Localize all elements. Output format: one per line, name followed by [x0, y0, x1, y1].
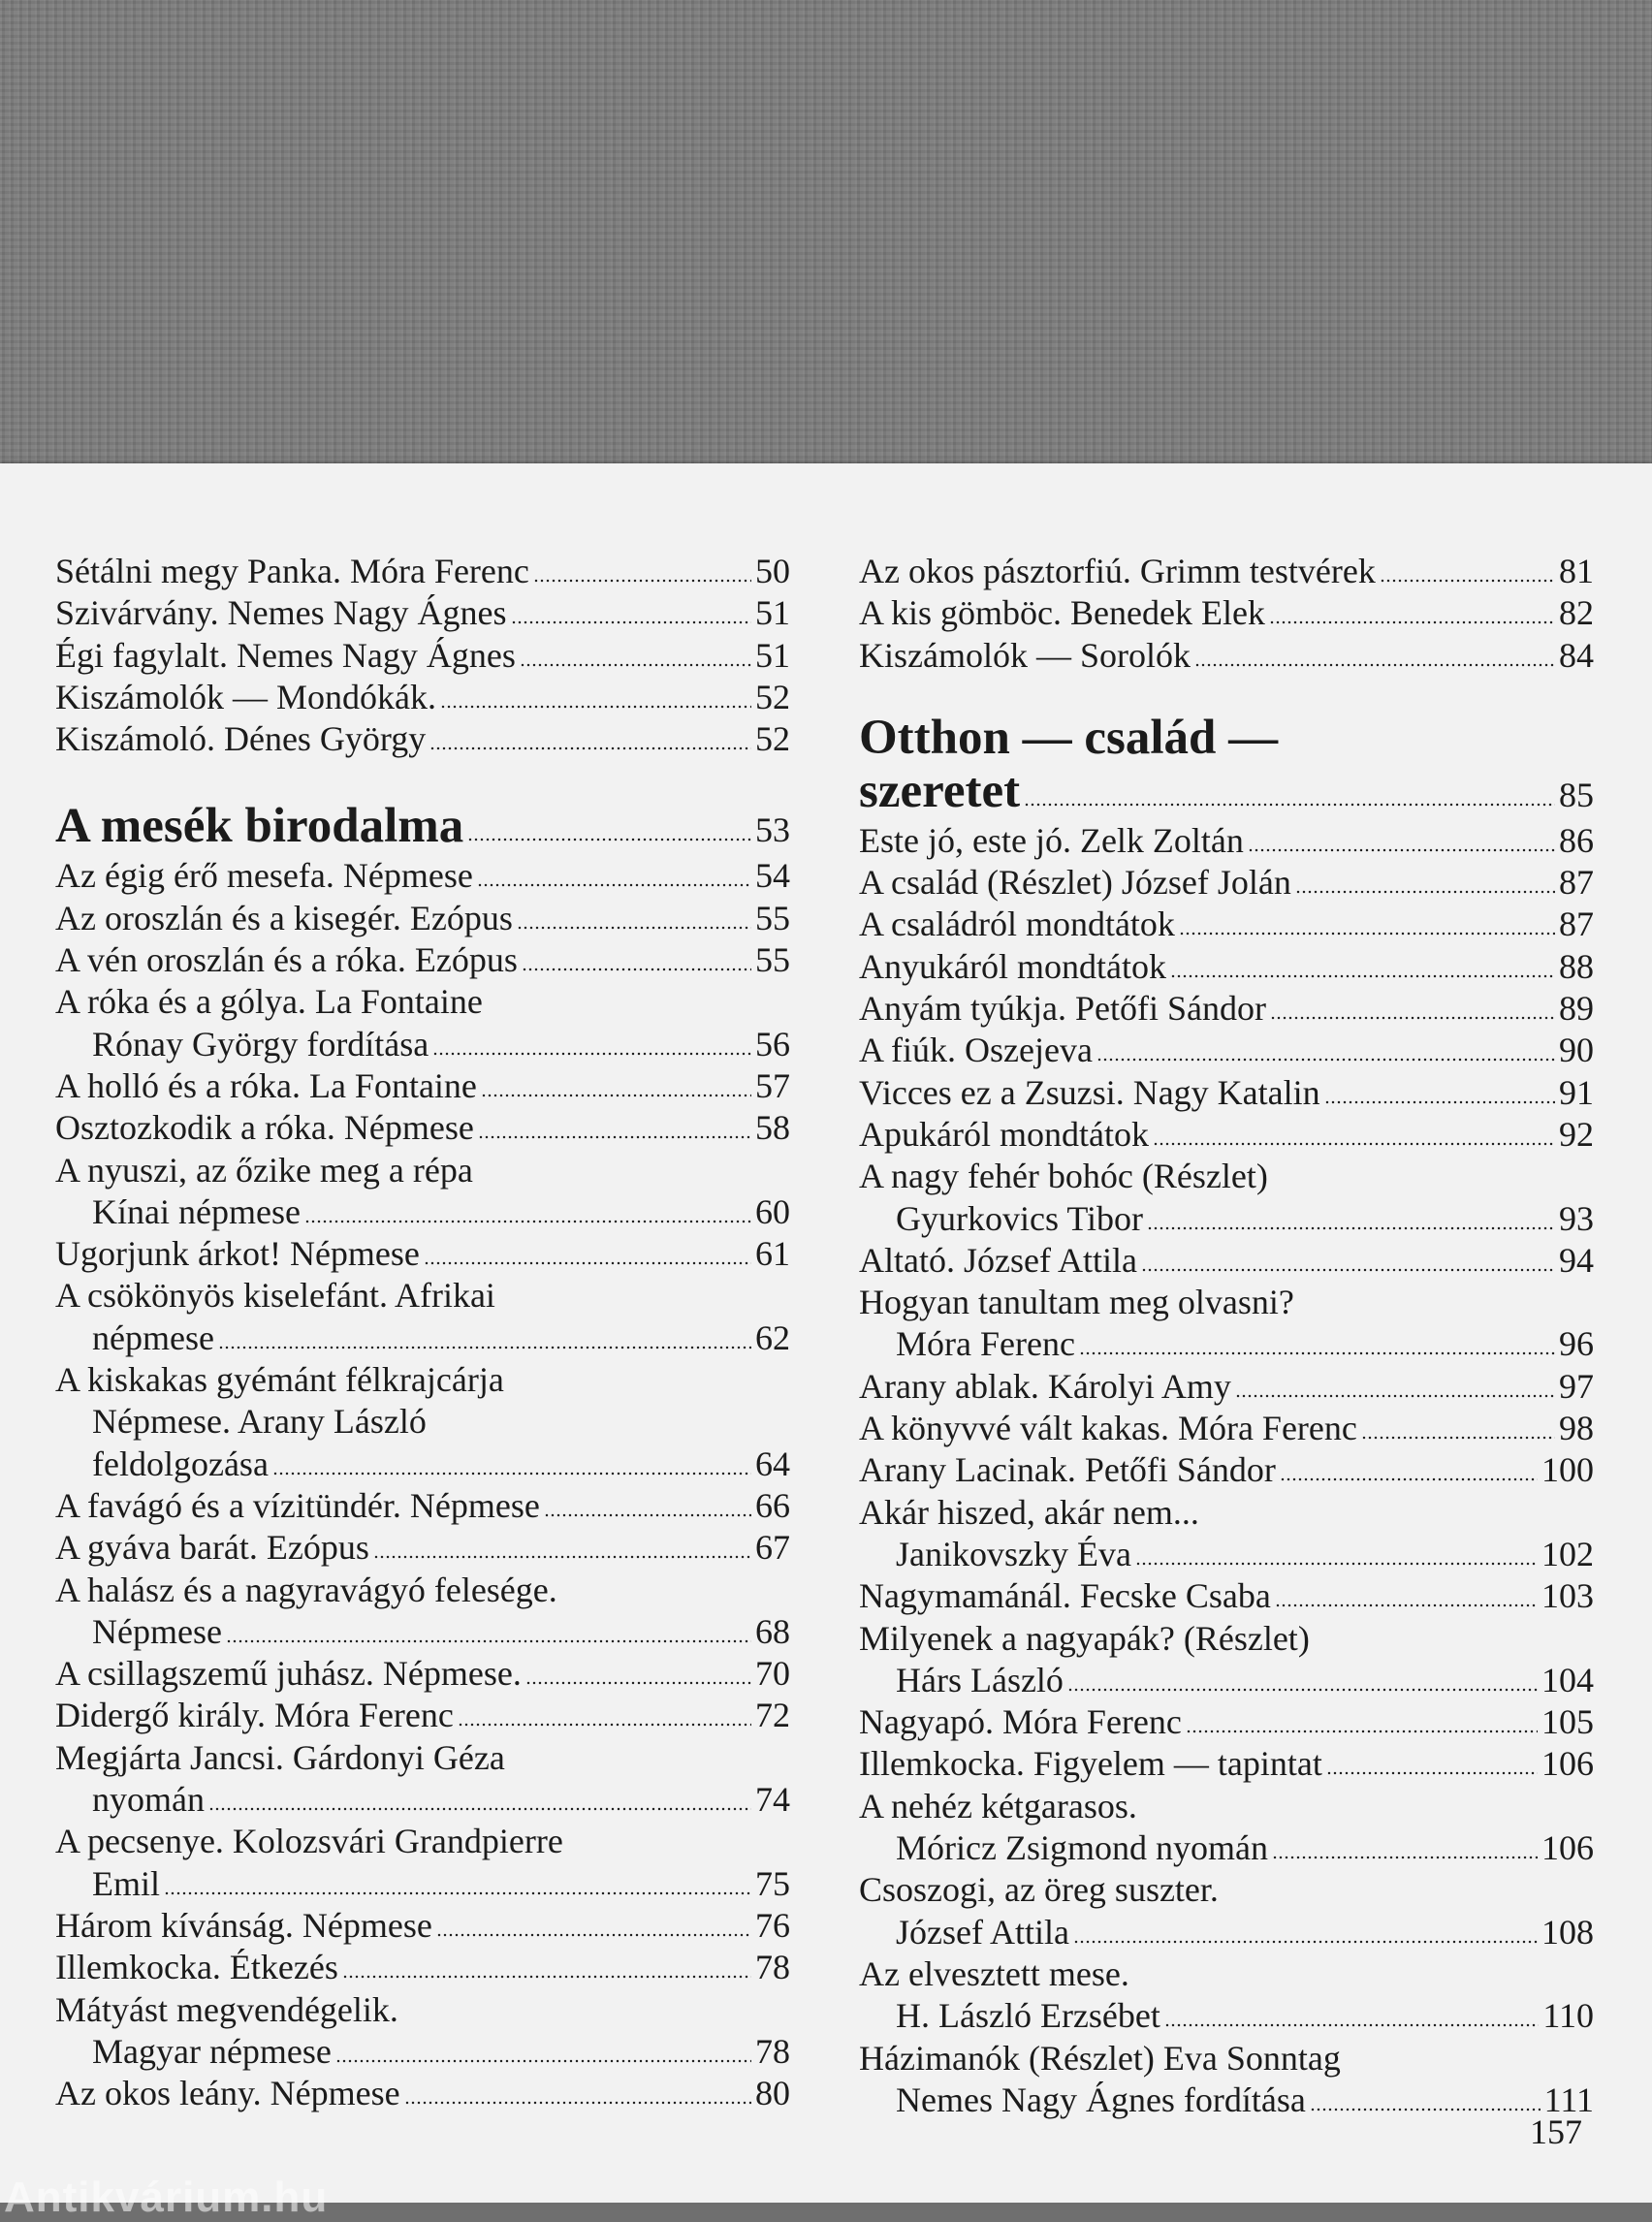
toc-entry-page: 102	[1541, 1534, 1594, 1573]
toc-entry-page: 84	[1559, 635, 1594, 675]
toc-entry-title: Házimanók (Részlet) Eva Sonntag	[859, 2038, 1341, 2078]
dot-leader	[1164, 2023, 1539, 2027]
dot-leader	[511, 620, 751, 624]
toc-entry-title: Mátyást megvendégelik.	[55, 1989, 398, 2029]
toc-entry-title: Ugorjunk árkot! Népmese	[55, 1234, 420, 1274]
toc-entry-title: Három kívánság. Népmese	[55, 1905, 432, 1945]
toc-entry	[55, 1359, 790, 1401]
toc-entry-page: 94	[1559, 1240, 1594, 1280]
dot-leader	[1272, 1856, 1538, 1859]
toc-entry-title: Nagyapó. Móra Ferenc	[859, 1702, 1182, 1742]
toc-entry-page: 50	[755, 552, 790, 590]
toc-entry-title: A vén oroszlán és a róka. Ezópus	[55, 940, 518, 980]
toc-entry-page: 67	[755, 1528, 790, 1568]
toc-entry-title: H. László Erzsébet	[896, 1996, 1160, 2036]
toc-entry-title: Illemkocka. Étkezés	[55, 1948, 338, 1987]
toc-entry-page: 61	[755, 1234, 790, 1274]
toc-entry	[55, 1401, 790, 1443]
dot-leader	[1135, 1562, 1538, 1566]
dot-leader	[218, 1346, 751, 1349]
toc-entry-page: 97	[1559, 1366, 1594, 1406]
toc-entry-title: A pecsenye. Kolozsvári Grandpierre	[55, 1822, 563, 1861]
toc-entry	[55, 1989, 790, 2031]
toc-entry	[55, 1653, 790, 1695]
dot-leader	[1269, 620, 1555, 624]
toc-entry-page: 78	[755, 2031, 790, 2071]
toc-entry-page: 68	[755, 1611, 790, 1651]
toc-entry-page: 78	[755, 1948, 790, 1987]
toc-entry-title: A csillagszemű juhász. Népmese.	[55, 1654, 522, 1694]
toc-entry-title: A csökönyös kiselefánt. Afrikai	[55, 1276, 495, 1316]
toc-entry-title: A család (Részlet) József Jolán	[859, 863, 1291, 903]
dot-leader	[342, 1975, 751, 1979]
toc-entry-title: Akár hiszed, akár nem...	[859, 1492, 1199, 1532]
toc-entry-page: 52	[755, 719, 790, 759]
toc-entry-title: Anyám tyúkja. Petőfi Sándor	[859, 989, 1266, 1029]
toc-entry-title: Este jó, este jó. Zelk Zoltán	[859, 820, 1244, 860]
toc-entry-page: 110	[1542, 1996, 1594, 2036]
toc-entry	[859, 1198, 1594, 1240]
toc-entry-title: Emil	[92, 1863, 160, 1903]
toc-entry-page: 51	[755, 593, 790, 633]
toc-entry-title: Nagymamánál. Fecske Csaba	[859, 1576, 1271, 1616]
dot-leader	[164, 1891, 751, 1895]
toc-entry	[859, 1743, 1594, 1785]
dot-leader	[373, 1555, 751, 1559]
toc-entry-page: 53	[755, 810, 790, 850]
toc-entry	[859, 862, 1594, 904]
toc-entry-title: feldolgozása	[92, 1444, 269, 1483]
toc-entry-page: 100	[1541, 1450, 1594, 1490]
dot-leader	[1326, 1771, 1538, 1775]
toc-entry	[55, 1527, 790, 1569]
toc-entry-title: Az égig érő mesefa. Népmese	[55, 856, 473, 896]
toc-entry-title: Arany ablak. Károlyi Amy	[859, 1366, 1231, 1406]
toc-entry-page: 76	[755, 1905, 790, 1945]
toc-entry	[859, 635, 1594, 677]
dot-leader	[1170, 974, 1555, 978]
toc-entry-title: Móra Ferenc	[896, 1324, 1075, 1364]
dot-leader	[520, 663, 751, 667]
toc-entry-title: Arany Lacinak. Petőfi Sándor	[859, 1450, 1276, 1490]
toc-entry-title: A halász és a nagyravágyó felesége.	[55, 1570, 557, 1609]
toc-entry	[859, 1282, 1594, 1323]
toc-entry	[859, 1156, 1594, 1197]
toc-entry	[859, 1449, 1594, 1491]
toc-entry	[55, 1444, 790, 1485]
toc-entry	[55, 1485, 790, 1527]
toc-entry	[859, 988, 1594, 1030]
toc-entry-title: Apukáról mondtátok	[859, 1114, 1149, 1154]
toc-entry-title: Didergő király. Móra Ferenc	[55, 1696, 454, 1735]
toc-entry	[55, 2031, 790, 2073]
toc-entry	[55, 1233, 790, 1275]
dot-leader	[1067, 1688, 1538, 1692]
toc-entry-page: 80	[755, 2074, 790, 2113]
toc-entry-title: Égi fagylalt. Nemes Nagy Ágnes	[55, 635, 516, 675]
toc-entry-page: 98	[1559, 1409, 1594, 1448]
toc-entry	[55, 1611, 790, 1653]
toc-entry	[55, 939, 790, 981]
toc-entry-title: Hogyan tanultam meg olvasni?	[859, 1283, 1294, 1322]
toc-entry	[859, 1492, 1594, 1534]
toc-entry-title: A mesék birodalma	[55, 799, 464, 854]
toc-entry-title: Kiszámolók — Mondókák.	[55, 677, 436, 716]
toc-entry-title: Kínai népmese	[92, 1191, 301, 1231]
toc-entry-page: 55	[755, 940, 790, 980]
dot-leader	[1270, 1016, 1555, 1020]
toc-entry-title: A kiskakas gyémánt félkrajcárja	[55, 1360, 504, 1400]
toc-entry	[859, 2079, 1594, 2121]
dot-leader	[424, 1261, 751, 1265]
dot-leader	[1194, 663, 1555, 667]
dot-leader	[522, 968, 751, 971]
toc-entry-title: A nagy fehér bohóc (Részlet)	[859, 1157, 1268, 1196]
dot-leader	[1295, 890, 1555, 894]
toc-entry	[859, 2038, 1594, 2079]
toc-entry-page: 91	[1559, 1072, 1594, 1112]
dot-leader	[1361, 1436, 1555, 1440]
toc-entry-page: 103	[1541, 1576, 1594, 1616]
toc-entry-page: 106	[1541, 1744, 1594, 1784]
dot-leader	[1141, 1268, 1555, 1272]
toc-entry-page: 57	[755, 1065, 790, 1105]
toc-entry	[859, 820, 1594, 862]
toc-entry	[55, 718, 790, 760]
toc-entry-title: A holló és a róka. La Fontaine	[55, 1065, 477, 1105]
toc-entry	[55, 1150, 790, 1191]
watermark-text: Antikvárium.hu	[4, 2174, 329, 2221]
dot-leader	[533, 579, 751, 583]
dot-leader	[304, 1220, 751, 1223]
toc-entry-page: 60	[755, 1191, 790, 1231]
toc-entry-page: 96	[1559, 1324, 1594, 1364]
toc-entry	[55, 635, 790, 677]
toc-entry-page: 66	[755, 1485, 790, 1525]
page-number: 157	[1530, 2112, 1582, 2151]
toc-entry-title: népmese	[92, 1317, 214, 1357]
toc-entry-page: 106	[1541, 1828, 1594, 1868]
toc-entry-page: 70	[755, 1654, 790, 1694]
dot-leader	[1079, 1351, 1555, 1355]
toc-entry-page: 64	[755, 1444, 790, 1483]
toc-entry-title: Osztozkodik a róka. Népmese	[55, 1108, 474, 1148]
toc-entry	[859, 1618, 1594, 1660]
dot-leader	[1073, 1940, 1538, 1944]
toc-entry-title: Az elvesztett mese.	[859, 1953, 1129, 1993]
dot-leader	[1380, 579, 1555, 583]
dot-leader	[432, 1052, 751, 1056]
toc-entry	[55, 1821, 790, 1862]
dot-leader	[477, 883, 751, 887]
toc-entry-title: Szivárvány. Nemes Nagy Ágnes	[55, 593, 507, 633]
section-heading: Otthon — család —	[859, 710, 1279, 765]
dot-leader	[1096, 1058, 1555, 1062]
toc-entry-title: szeretet	[859, 763, 1021, 818]
toc-entry	[55, 1863, 790, 1905]
toc-entry-page: 92	[1559, 1114, 1594, 1154]
section-heading-entry	[55, 797, 790, 855]
toc-entry	[55, 1275, 790, 1317]
toc-entry-title: Kiszámolók — Sorolók	[859, 635, 1191, 675]
dot-leader	[1186, 1730, 1538, 1733]
toc-entry-title: A nehéz kétgarasos.	[859, 1786, 1137, 1825]
toc-entry-page: 55	[755, 898, 790, 937]
toc-entry-page: 87	[1559, 863, 1594, 903]
toc-entry	[55, 2073, 790, 2114]
dot-leader	[1235, 1394, 1555, 1398]
toc-entry	[55, 1191, 790, 1233]
dot-leader	[517, 926, 751, 930]
toc-entry-title: Milyenek a nagyapák? (Részlet)	[859, 1618, 1310, 1658]
toc-entry-title: Rónay György fordítása	[92, 1024, 429, 1063]
toc-entry-page: 87	[1559, 905, 1594, 944]
dot-leader	[458, 1723, 751, 1727]
toc-entry	[55, 1905, 790, 1947]
toc-entry-title: Kiszámoló. Dénes György	[55, 719, 427, 759]
dot-leader	[208, 1807, 751, 1811]
toc-entry-page: 52	[755, 677, 790, 716]
dot-leader	[272, 1472, 751, 1476]
toc-entry-title: Altató. József Attila	[859, 1240, 1137, 1280]
toc-entry-page: 56	[755, 1024, 790, 1063]
dot-leader	[481, 1094, 751, 1097]
toc-left-column	[55, 551, 790, 2114]
toc-entry	[55, 1107, 790, 1149]
toc-entry	[55, 677, 790, 718]
dot-leader	[440, 705, 751, 709]
section-spacer	[55, 760, 790, 797]
dot-leader	[478, 1135, 751, 1139]
toc-entry	[55, 1695, 790, 1736]
toc-entry	[859, 1575, 1594, 1617]
toc-entry-page: 58	[755, 1108, 790, 1148]
toc-entry	[859, 1953, 1594, 1995]
dot-leader	[525, 1681, 751, 1685]
toc-entry-title: Megjárta Jancsi. Gárdonyi Géza	[55, 1737, 505, 1777]
toc-entry	[859, 1827, 1594, 1869]
toc-entry-title: A róka és a gólya. La Fontaine	[55, 982, 483, 1022]
toc-entry-page: 86	[1559, 820, 1594, 860]
toc-entry-title: A könyvvé vált kakas. Móra Ferenc	[859, 1409, 1357, 1448]
toc-entry	[859, 1240, 1594, 1282]
toc-entry-title: Nemes Nagy Ágnes fordítása	[896, 2079, 1306, 2119]
toc-entry-title: Anyukáról mondtátok	[859, 946, 1166, 986]
toc-entry-title: Gyurkovics Tibor	[896, 1198, 1144, 1238]
toc-entry	[55, 1737, 790, 1779]
background-surface	[0, 0, 1652, 465]
toc-entry-title: Janikovszky Éva	[896, 1534, 1131, 1573]
toc-entry	[859, 1408, 1594, 1449]
toc-entry-title: Hárs László	[896, 1660, 1064, 1699]
dot-leader	[1280, 1477, 1538, 1481]
toc-entry	[859, 592, 1594, 634]
toc-entry-title: Az okos pásztorfiú. Grimm testvérek	[859, 552, 1376, 590]
toc-entry	[859, 1323, 1594, 1365]
toc-entry-page: 108	[1541, 1912, 1594, 1952]
toc-entry-page: 82	[1559, 593, 1594, 633]
dot-leader	[1147, 1226, 1555, 1230]
toc-entry-page: 51	[755, 635, 790, 675]
toc-entry	[859, 946, 1594, 988]
toc-entry-title: A családról mondtátok	[859, 905, 1175, 944]
toc-entry-title: Csoszogi, az öreg suszter.	[859, 1870, 1219, 1910]
toc-entry	[859, 1072, 1594, 1114]
toc-entry-title: Magyar népmese	[92, 2031, 332, 2071]
toc-entry	[859, 551, 1594, 592]
toc-entry-title: A kis gömböc. Benedek Elek	[859, 593, 1265, 633]
toc-entry	[55, 1570, 790, 1611]
dot-leader	[429, 746, 751, 750]
toc-entry	[859, 1660, 1594, 1701]
toc-entry	[859, 1912, 1594, 1953]
toc-entry	[55, 981, 790, 1023]
toc-entry	[859, 1701, 1594, 1743]
toc-entry	[859, 1366, 1594, 1408]
toc-entry-page: 81	[1559, 552, 1594, 590]
toc-entry-page: 88	[1559, 946, 1594, 986]
toc-entry	[55, 855, 790, 897]
dot-leader	[544, 1513, 751, 1517]
toc-entry-title: A nyuszi, az őzike meg a répa	[55, 1150, 473, 1190]
toc-entry-page: 54	[755, 856, 790, 896]
toc-entry	[55, 1317, 790, 1359]
toc-entry-title: A gyáva barát. Ezópus	[55, 1528, 369, 1568]
toc-entry	[859, 1114, 1594, 1156]
toc-entry	[55, 1024, 790, 1065]
dot-leader	[1324, 1100, 1555, 1104]
toc-entry-page: 111	[1543, 2079, 1594, 2119]
toc-entry-title: Népmese	[92, 1611, 222, 1651]
toc-entry-title: Az oroszlán és a kisegér. Ezópus	[55, 898, 513, 937]
toc-entry	[859, 1995, 1594, 2037]
toc-entry	[859, 1869, 1594, 1911]
dot-leader	[467, 838, 751, 841]
toc-entry	[859, 1030, 1594, 1071]
toc-entry	[859, 1534, 1594, 1575]
dot-leader	[1179, 932, 1555, 936]
toc-entry-page: 72	[755, 1696, 790, 1735]
toc-entry	[859, 904, 1594, 945]
dot-leader	[1310, 2108, 1541, 2111]
toc-entry-title: Móricz Zsigmond nyomán	[896, 1828, 1268, 1868]
toc-entry	[55, 1947, 790, 1988]
toc-entry-title: nyomán	[92, 1780, 205, 1820]
toc-entry-page: 93	[1559, 1198, 1594, 1238]
dot-leader	[1153, 1142, 1555, 1146]
toc-entry	[55, 1065, 790, 1107]
toc-entry	[55, 592, 790, 634]
toc-entry-page: 89	[1559, 989, 1594, 1029]
section-heading-entry	[859, 762, 1594, 820]
dot-leader	[404, 2101, 751, 2105]
toc-entry-title: A favágó és a vízitündér. Népmese	[55, 1485, 540, 1525]
toc-entry-page: 90	[1559, 1031, 1594, 1070]
toc-entry	[55, 551, 790, 592]
toc-entry-title: József Attila	[896, 1912, 1069, 1952]
toc-entry-title: Népmese. Arany László	[92, 1402, 427, 1442]
dot-leader	[436, 1933, 751, 1937]
section-spacer	[859, 677, 1594, 714]
toc-entry-page: 62	[755, 1317, 790, 1357]
toc-entry-page: 74	[755, 1780, 790, 1820]
dot-leader	[1248, 848, 1555, 852]
toc-entry	[55, 1779, 790, 1821]
toc-entry	[859, 1786, 1594, 1827]
dot-leader	[226, 1639, 751, 1643]
toc-entry-page: 85	[1559, 775, 1594, 814]
toc-entry-page: 104	[1541, 1660, 1594, 1699]
toc-right-column	[859, 551, 1594, 2121]
dot-leader	[1024, 803, 1555, 807]
dot-leader	[335, 2059, 751, 2063]
toc-entry-title: A fiúk. Oszejeva	[859, 1031, 1093, 1070]
toc-entry-title: Az okos leány. Népmese	[55, 2074, 400, 2113]
toc-entry-title: Sétálni megy Panka. Móra Ferenc	[55, 552, 529, 590]
toc-entry-page: 75	[755, 1863, 790, 1903]
toc-entry	[55, 898, 790, 939]
toc-entry-title: Illemkocka. Figyelem — tapintat	[859, 1744, 1322, 1784]
toc-entry-page: 105	[1541, 1702, 1594, 1742]
toc-entry-title: Vicces ez a Zsuzsi. Nagy Katalin	[859, 1072, 1320, 1112]
dot-leader	[1275, 1603, 1538, 1607]
